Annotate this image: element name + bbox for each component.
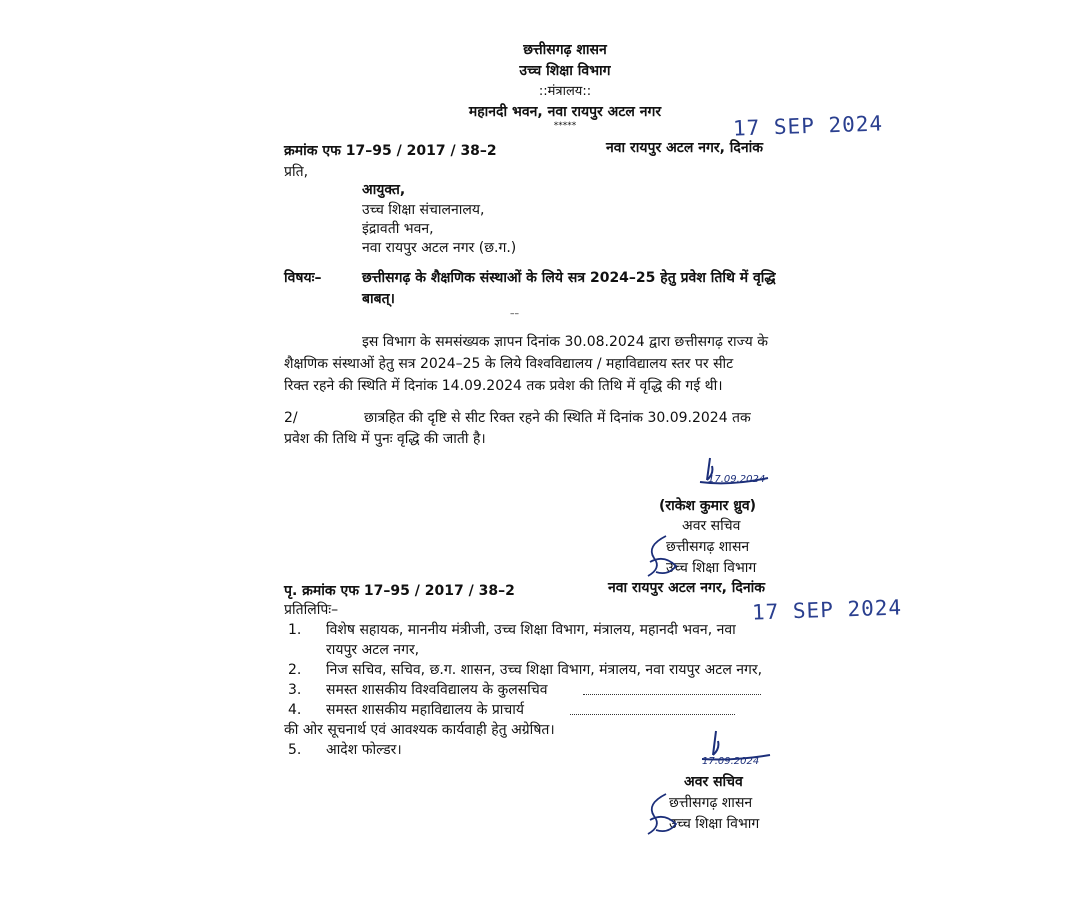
addressee-line: आयुक्त, bbox=[362, 182, 406, 198]
signatory-designation: अवर सचिव bbox=[684, 774, 743, 790]
signatory-designation: अवर सचिव bbox=[682, 518, 741, 534]
signature-date: 17.09.2024 bbox=[708, 474, 766, 485]
addressee-line: उच्च शिक्षा संचालनालय, bbox=[362, 202, 485, 218]
body-line: रिक्त रहने की स्थिति में दिनांक 14.09.2024 तक प्रवेश की तिथि में वृद्धि की गई थी। bbox=[284, 378, 723, 394]
para-number: 2/ bbox=[284, 410, 298, 426]
signatory-dept: उच्च शिक्षा विभाग bbox=[666, 560, 757, 576]
copy-item-number: 1. bbox=[288, 622, 302, 638]
signatory-govt: छत्तीसगढ़ शासन bbox=[666, 539, 750, 555]
signature-date: 17.09.2024 bbox=[702, 756, 760, 767]
copy-item: समस्त शासकीय महाविद्यालय के प्राचार्य bbox=[326, 702, 525, 718]
dotted-fill bbox=[570, 702, 735, 715]
initials-mark bbox=[638, 790, 682, 838]
header-address: महानदी भवन, नवा रायपुर अटल नगर bbox=[468, 104, 662, 120]
place-date: नवा रायपुर अटल नगर, दिनांक bbox=[606, 140, 763, 156]
header-rule: ***** bbox=[553, 121, 577, 131]
signatory-name: (राकेश कुमार ध्रुव) bbox=[659, 498, 757, 514]
copy-item-number: 4. bbox=[288, 702, 302, 718]
copy-item: रायपुर अटल नगर, bbox=[326, 642, 420, 658]
copy-item-number: 5. bbox=[288, 742, 302, 758]
body-line: शैक्षणिक संस्थाओं हेतु सत्र 2024–25 के लिये विश्वविद्यालय / महाविद्यालय स्तर पर सीट bbox=[284, 356, 734, 372]
copy-label: प्रतिलिपिः– bbox=[284, 602, 339, 618]
header-govt: छत्तीसगढ़ शासन bbox=[523, 42, 607, 58]
signatory-govt: छत्तीसगढ़ शासन bbox=[669, 795, 753, 811]
copy-place-date: नवा रायपुर अटल नगर, दिनांक bbox=[608, 580, 765, 596]
subject-rule: –– bbox=[510, 309, 519, 319]
copy-reference-number: पृ. क्रमांक एफ 17–95 / 2017 / 38–2 bbox=[284, 583, 515, 599]
copy-item: निज सचिव, सचिव, छ.ग. शासन, उच्च शिक्षा विभाग, मंत्रालय, नवा रायपुर अटल नगर, bbox=[326, 662, 763, 678]
body-line: छात्रहित की दृष्टि से सीट रिक्त रहने की स्थिति में दिनांक 30.09.2024 तक bbox=[364, 410, 751, 426]
header-dept: उच्च शिक्षा विभाग bbox=[519, 63, 611, 79]
copy-forward-note: की ओर सूचनार्थ एवं आवश्यक कार्यवाही हेतु अग्रेषित। bbox=[284, 722, 555, 738]
subject-line: बाबत्। bbox=[362, 291, 395, 307]
addressee-line: नवा रायपुर अटल नगर (छ.ग.) bbox=[362, 240, 517, 256]
copy-date-stamp: 17 SEP 2024 bbox=[751, 595, 903, 625]
subject-line: छत्तीसगढ़ के शैक्षणिक संस्थाओं के लिये सत्र 2024–25 हेतु प्रवेश तिथि में वृद्धि bbox=[362, 270, 776, 286]
copy-item: समस्त शासकीय विश्वविद्यालय के कुलसचिव bbox=[326, 682, 548, 698]
header-ministry: ::मंत्रालय:: bbox=[538, 84, 592, 99]
initials-mark bbox=[640, 532, 684, 580]
signatory-dept: उच्च शिक्षा विभाग bbox=[669, 816, 760, 832]
copy-item: विशेष सहायक, माननीय मंत्रीजी, उच्च शिक्षा विभाग, मंत्रालय, महानदी भवन, नवा bbox=[326, 622, 736, 638]
subject-label: विषयः– bbox=[284, 270, 322, 286]
reference-number: क्रमांक एफ 17–95 / 2017 / 38–2 bbox=[284, 143, 497, 159]
copy-item: आदेश फोल्डर। bbox=[326, 742, 402, 758]
body-line: इस विभाग के समसंख्यक ज्ञापन दिनांक 30.08.2024 द्वारा छत्तीसगढ़ राज्य के bbox=[362, 334, 769, 350]
addressee-line: इंद्रावती भवन, bbox=[362, 221, 434, 237]
copy-item-number: 3. bbox=[288, 682, 302, 698]
date-stamp: 17 SEP 2024 bbox=[732, 111, 884, 141]
to-prefix: प्रति, bbox=[284, 164, 309, 180]
copy-item-number: 2. bbox=[288, 662, 302, 678]
dotted-fill bbox=[583, 682, 761, 695]
body-line: प्रवेश की तिथि में पुनः वृद्धि की जाती है। bbox=[284, 431, 486, 447]
